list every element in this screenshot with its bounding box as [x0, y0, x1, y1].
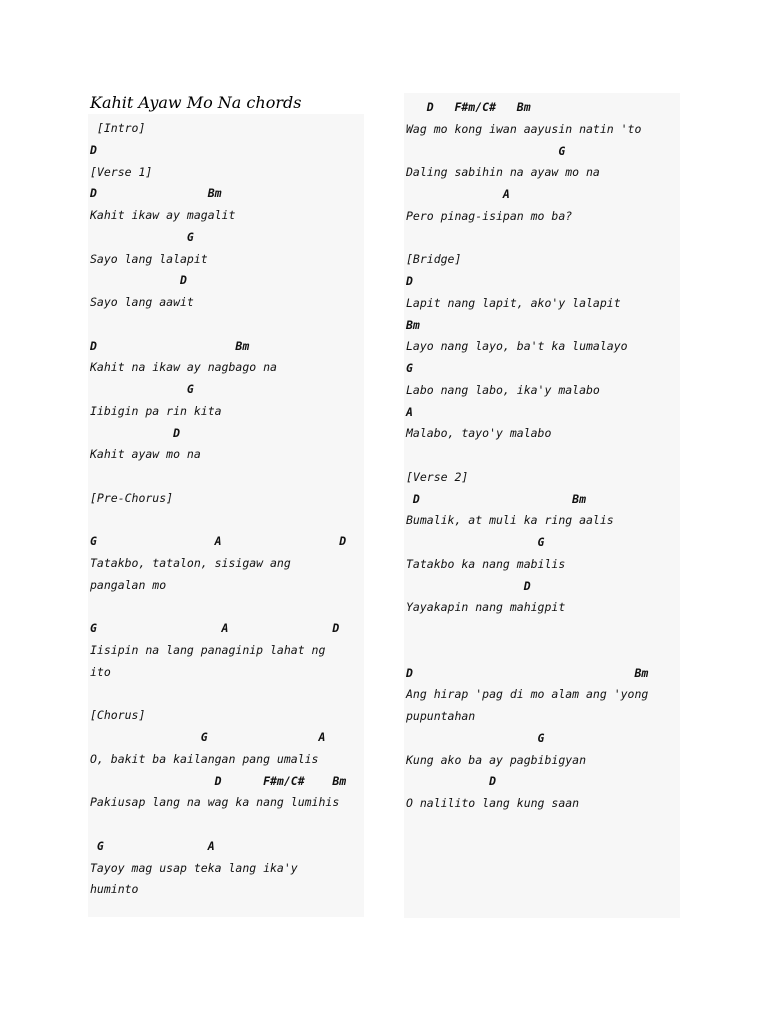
lyric-line: ito — [90, 664, 111, 679]
chord-line: D Bm — [90, 338, 250, 353]
lyric-line: Pero pinag-isipan mo ba? — [406, 208, 573, 223]
blank-line — [404, 641, 680, 663]
lyric-line: Kahit na ikaw ay nagbago na — [90, 360, 277, 375]
chord-line: A — [406, 404, 413, 419]
chord-line: Bm — [406, 317, 420, 332]
blank-line — [88, 466, 364, 488]
chord-line: G — [406, 730, 545, 745]
chord-line: G A — [90, 730, 326, 744]
lyric-line: [Bridge] — [406, 252, 462, 267]
chord-line: G — [406, 535, 545, 549]
blank-line — [88, 597, 364, 619]
lyric-line: [Chorus] — [90, 708, 146, 723]
blank-line — [88, 814, 364, 836]
lyric-line: Yayakapin nang mahigpit — [406, 600, 566, 615]
chord-line: D Bm — [406, 491, 587, 506]
blank-line — [88, 314, 364, 336]
chord-line: D Bm — [90, 186, 222, 201]
lyric-line: O, bakit ba kailangan pang umalis — [90, 751, 319, 766]
lyric-line: pupuntahan — [406, 709, 476, 723]
chord-line: G — [406, 361, 413, 375]
lyric-line: pangalan mo — [90, 577, 167, 592]
chord-line: D — [90, 142, 97, 157]
lyric-line: Tatakbo, tatalon, sisigaw ang — [90, 556, 291, 570]
chord-line: A — [406, 187, 510, 201]
lyric-line: Labo nang labo, ika'y malabo — [406, 382, 600, 397]
lyric-line: Lapit nang lapit, ako'y lalapit — [406, 295, 621, 310]
blank-line — [404, 445, 680, 467]
chord-line: G — [90, 229, 194, 244]
chord-line: D F#m/C# Bm — [90, 773, 347, 788]
page-title: Kahit Ayaw Mo Na chords — [90, 93, 302, 112]
chord-line: D — [406, 774, 497, 789]
chord-line: D — [90, 425, 181, 440]
chord-line: D — [406, 274, 413, 288]
lyric-line: Daling sabihin na ayaw mo na — [406, 165, 600, 180]
chord-line: D — [406, 578, 531, 593]
lyric-line: Iisipin na lang panaginip lahat ng — [90, 643, 326, 657]
lyric-line: Sayo lang aawit — [90, 295, 194, 309]
lyric-line: Layo nang layo, ba't ka lumalayo — [406, 339, 628, 354]
lyric-line: Kahit ayaw mo na — [90, 447, 201, 462]
right-chord-column — [404, 93, 680, 918]
left-chord-column — [88, 114, 364, 917]
lyric-line: Tatakbo ka nang mabilis — [406, 556, 566, 571]
lyric-line: Pakiusap lang na wag ka nang lumihis — [90, 795, 340, 810]
blank-line — [404, 619, 680, 641]
chord-line: G A — [90, 838, 215, 853]
chord-line: D Bm — [406, 665, 649, 680]
chord-line: G A D — [90, 534, 347, 549]
chord-line: G A D — [90, 621, 340, 636]
lyric-line: Iibigin pa rin kita — [90, 403, 222, 418]
lyric-line: Wag mo kong iwan aayusin natin 'to — [406, 121, 642, 136]
lyric-line: Ang hirap 'pag di mo alam ang 'yong — [406, 687, 649, 702]
chord-line: D F#m/C# Bm — [406, 100, 531, 114]
lyric-line: Malabo, tayo'y malabo — [406, 426, 552, 441]
lyric-line: O nalilito lang kung saan — [406, 796, 580, 810]
lyric-line: Bumalik, at muli ka ring aalis — [406, 513, 614, 528]
lyric-line: [Verse 2] — [406, 469, 469, 484]
chord-line: D — [90, 273, 187, 288]
blank-line — [88, 510, 364, 532]
blank-line — [88, 684, 364, 706]
lyric-line: [Verse 1] — [90, 164, 153, 179]
lyric-line: Kahit ikaw ay magalit — [90, 208, 236, 222]
chord-line: G — [90, 382, 194, 396]
lyric-line: Tayoy mag usap teka lang ika'y — [90, 860, 298, 875]
lyric-line: [Intro] — [90, 121, 146, 135]
lyric-line: Sayo lang lalapit — [90, 251, 208, 266]
lyric-line: Kung ako ba ay pagbibigyan — [406, 752, 587, 767]
lyric-line: huminto — [90, 882, 139, 897]
chord-line: G — [406, 143, 566, 158]
lyric-line: [Pre-Chorus] — [90, 490, 174, 505]
blank-line — [404, 228, 680, 250]
